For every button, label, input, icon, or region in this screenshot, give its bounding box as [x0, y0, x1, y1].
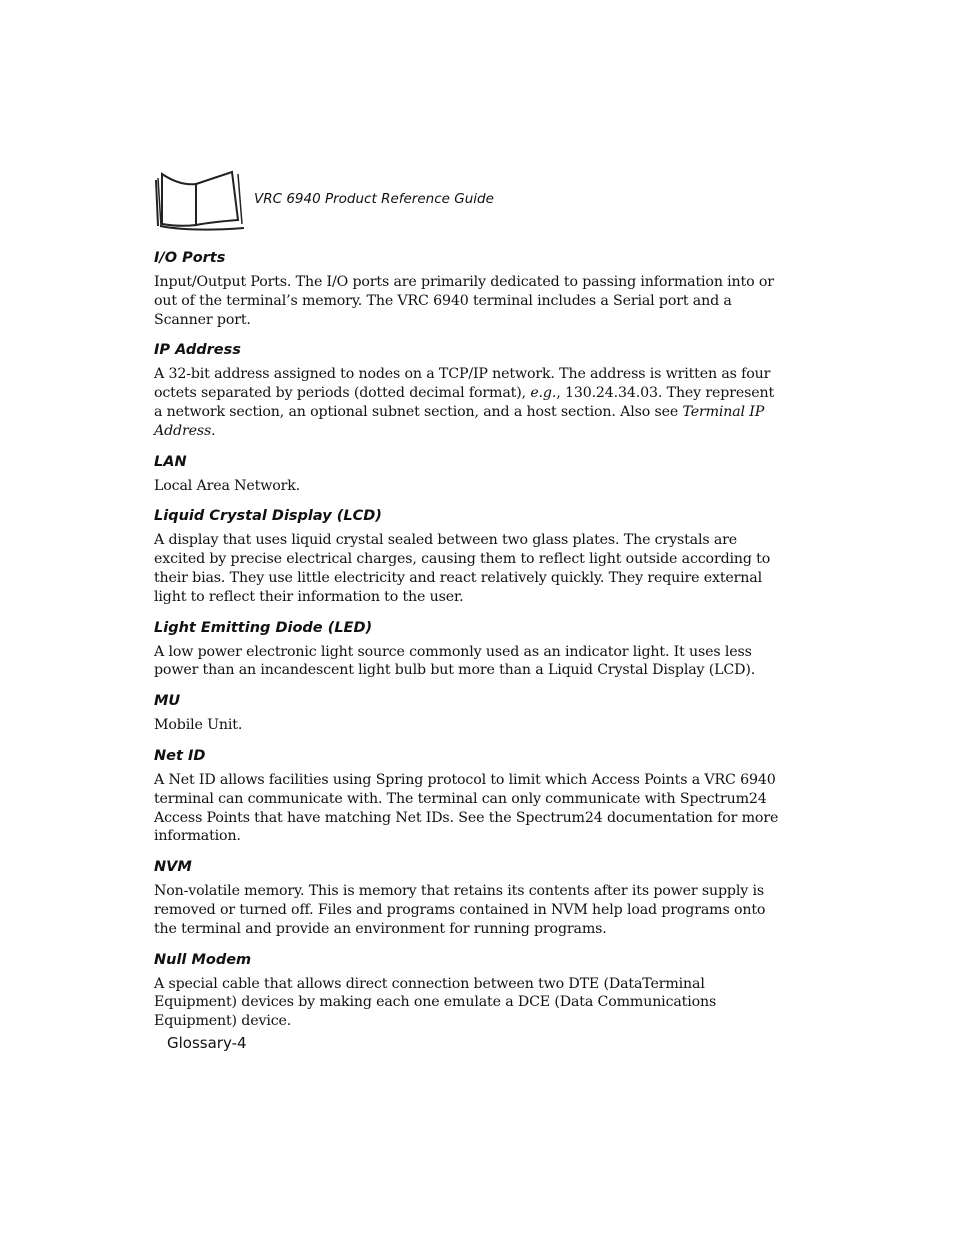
glossary-entry [154, 506, 784, 606]
glossary-entry [154, 950, 784, 1031]
glossary-term: Null Modem [154, 951, 252, 968]
glossary-term: Liquid Crystal Display (LCD) [154, 508, 382, 525]
glossary-entry [154, 452, 784, 496]
glossary-definition [154, 882, 784, 938]
glossary-definition [154, 531, 784, 606]
glossary-definition [154, 771, 784, 846]
page-header [152, 166, 572, 236]
glossary-entry [154, 248, 784, 329]
glossary-term: Light Emitting Diode (LED) [154, 619, 373, 636]
header-title: VRC 6940 Product Reference Guide [254, 191, 494, 207]
glossary-definition [154, 365, 784, 440]
definition-emphasis: Terminal IP Address [154, 403, 765, 439]
glossary-entry [154, 618, 784, 681]
glossary-definition [154, 975, 784, 1031]
glossary-list [154, 248, 784, 1042]
glossary-definition [154, 716, 784, 735]
page-number: Glossary-4 [167, 1034, 247, 1052]
definition-text: A low power electronic light source commonly used as an indicator light. It uses less power than an incandescent light bulb but more than a Liquid Crystal Display (LCD). [154, 643, 756, 679]
glossary-term: MU [154, 693, 181, 710]
glossary-definition [154, 477, 784, 496]
definition-text: Mobile Unit. [154, 717, 243, 734]
definition-text: , 130.24.34.03. They represent a network section, an optional subnet section, and a host section. Also see [154, 385, 775, 420]
definition-text: A special cable that allows direct connection between two DTE (DataTerminal Equipment) devices by making each one emulate a DCE (Data Communications Equipment) device. [154, 975, 717, 1030]
glossary-term: I/O Ports [154, 250, 226, 266]
glossary-definition [154, 273, 784, 329]
glossary-definition [154, 643, 784, 681]
glossary-term: Net ID [154, 747, 206, 764]
glossary-entry [154, 691, 784, 735]
definition-text: A display that uses liquid crystal sealed between two glass plates. The crystals are excited by precise electrical charges, causing them to reflect light outside according to their bias. They use little electricity and react relatively quickly. They require external light to reflect their information to the user. [154, 532, 771, 605]
open-book-icon [152, 166, 248, 234]
definition-text: A Net ID allows facilities using Spring protocol to limit which Access Points a VRC 6940 terminal can communicate with. The terminal can only communicate with Spectrum24 Access Points that have matching Net IDs. See the Spectrum24 documentation for more information. [154, 771, 779, 845]
glossary-entry [154, 746, 784, 846]
glossary-term: NVM [154, 859, 192, 876]
glossary-entry [154, 857, 784, 938]
definition-text: A 32-bit address assigned to nodes on a TCP/IP network. The address is written as four octets separated by periods (dotted decimal format), [154, 366, 771, 402]
glossary-term: LAN [154, 453, 187, 470]
definition-text: . [211, 422, 216, 439]
glossary-term: IP Address [154, 342, 241, 359]
definition-emphasis: e.g. [530, 385, 557, 402]
glossary-entry [154, 340, 784, 440]
definition-text: Input/Output Ports. The I/O ports are primarily dedicated to passing information into or out of the terminal’s memory. The VRC 6940 terminal includes a Serial port and a Scanner port. [154, 274, 774, 328]
definition-text: Non-volatile memory. This is memory that retains its contents after its power supply is removed or turned off. Files and programs contained in NVM help load programs onto the terminal and provide an environment for running programs. [154, 883, 766, 937]
definition-text: Local Area Network. [154, 477, 301, 494]
